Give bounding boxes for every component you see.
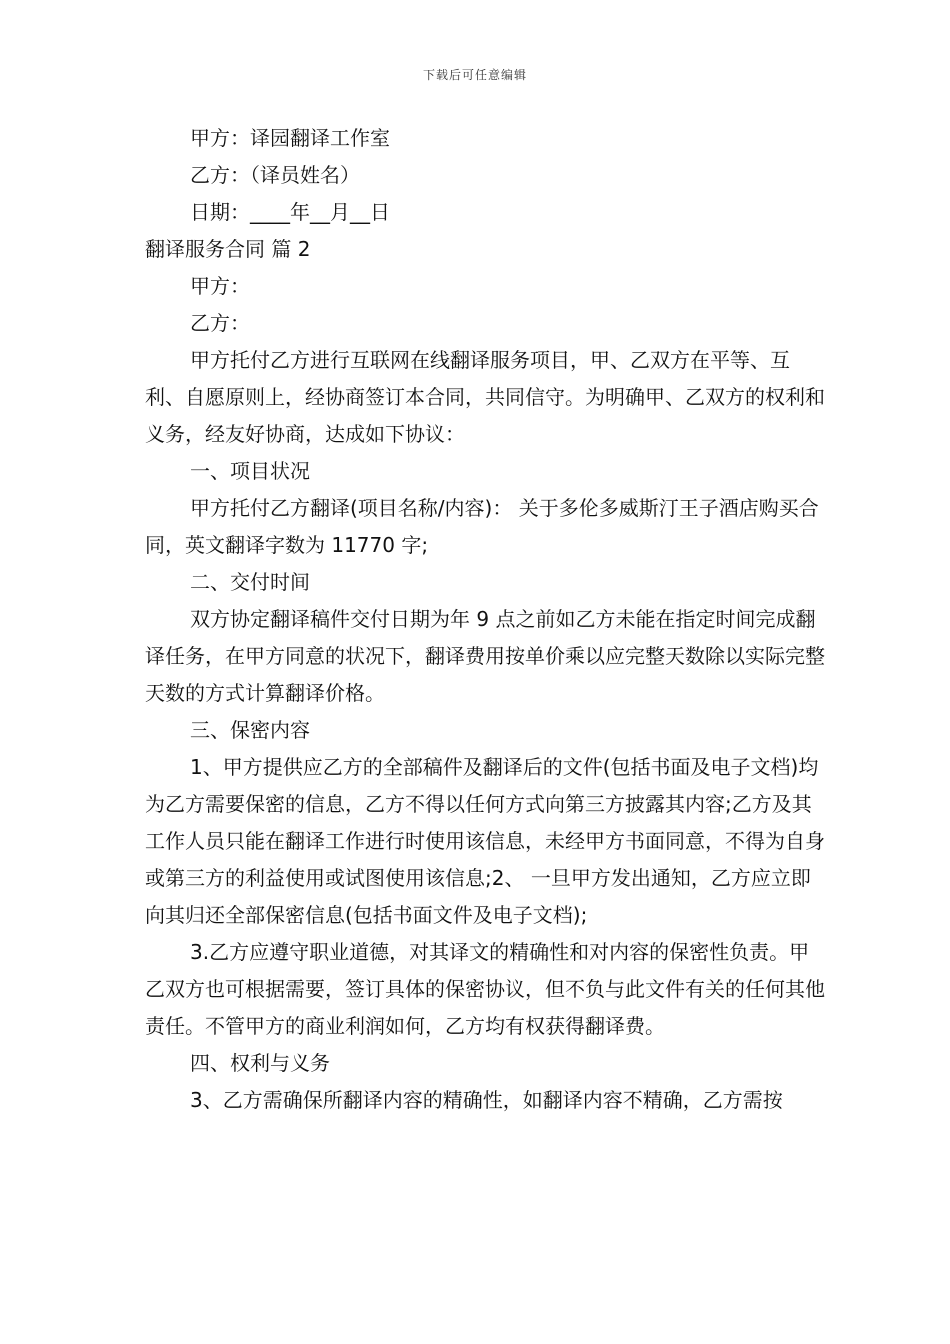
contract-party-a: 甲方： [190, 274, 250, 298]
contract-intro: 甲方托付乙方进行互联网在线翻译服务项目，甲、乙双方在平等、互利、自愿原则上，经协商签订本合同，共同信守。为明确甲、乙双方的权利和义务，经友好协商，达成如下协议： [145, 348, 825, 446]
signature-party-a: 甲方：译园翻译工作室 [190, 126, 390, 150]
section-3-title: 三、保密内容 [190, 718, 310, 742]
section-4-title: 四、权利与义务 [190, 1051, 330, 1075]
section-1-body: 甲方托付乙方翻译(项目名称/内容)： 关于多伦多威斯汀王子酒店购买合同，英文翻译字数为 11770 字; [145, 496, 819, 557]
section-1-title: 一、项目状况 [190, 459, 310, 483]
signature-date: 日期：____年__月__日 [190, 200, 390, 224]
section-3-body-2: 3.乙方应遵守职业道德，对其译文的精确性和对内容的保密性负责。甲乙双方也可根据需要，签订具体的保密协议，但不负与此文件有关的任何其他责任。不管甲方的商业利润如何，乙方均有权获得翻译费。 [145, 940, 825, 1038]
contract-title: 翻译服务合同 篇 2 [145, 237, 311, 261]
section-2-title: 二、交付时间 [190, 570, 310, 594]
signature-party-b: 乙方：（译员姓名） [190, 163, 360, 187]
section-4-body: 3、乙方需确保所翻译内容的精确性，如翻译内容不精确，乙方需按 [190, 1088, 783, 1112]
section-2-body: 双方协定翻译稿件交付日期为年 9 点之前如乙方未能在指定时间完成翻译任务，在甲方同意的状况下，翻译费用按单价乘以应完整天数除以实际完整天数的方式计算翻译价格。 [145, 607, 825, 705]
document-body [145, 120, 825, 1119]
header-note: 下载后可任意编辑 [422, 68, 527, 82]
contract-party-b: 乙方： [190, 311, 250, 335]
section-3-body-1: 1、甲方提供应乙方的全部稿件及翻译后的文件(包括书面及电子文档)均为乙方需要保密的信息，乙方不得以任何方式向第三方披露其内容;乙方及其工作人员只能在翻译工作进行时使用该信息，未经甲方书面同意，不得为自身或第三方的利益使用或试图使用该信息;2、 一旦甲方发出通知，乙方应立即向其归还全部保密信息(包括书面文件及电子文档); [145, 755, 825, 927]
